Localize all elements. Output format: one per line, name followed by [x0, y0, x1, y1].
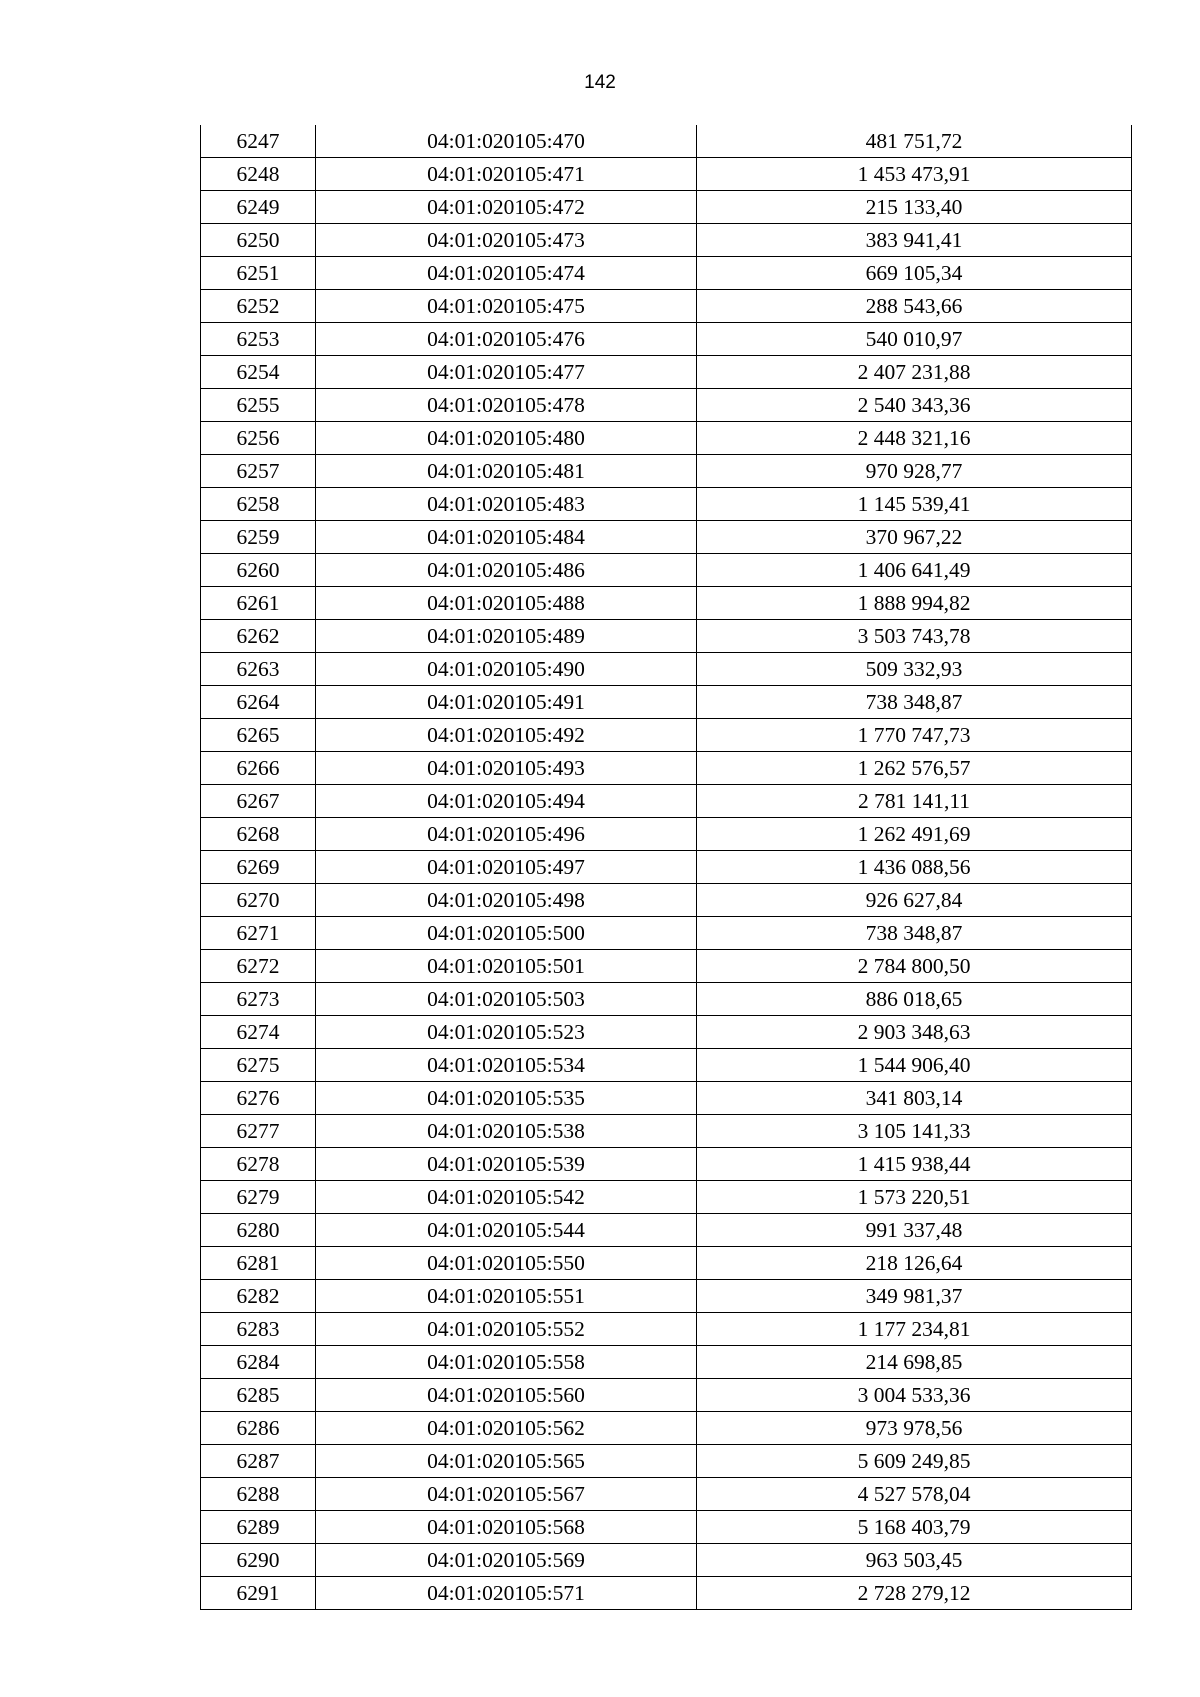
value-cell: 963 503,45 [697, 1544, 1132, 1577]
table-row [201, 620, 1132, 653]
table-row [201, 818, 1132, 851]
value-cell: 2 784 800,50 [697, 950, 1132, 983]
value-cell: 973 978,56 [697, 1412, 1132, 1445]
row-number-cell: 6252 [201, 290, 316, 323]
table-row [201, 224, 1132, 257]
row-number-cell: 6288 [201, 1478, 316, 1511]
cadastral-number-cell: 04:01:020105:498 [316, 884, 697, 917]
value-cell: 1 262 491,69 [697, 818, 1132, 851]
row-number-cell: 6264 [201, 686, 316, 719]
table-row [201, 1313, 1132, 1346]
row-number-cell: 6273 [201, 983, 316, 1016]
cadastral-number-cell: 04:01:020105:503 [316, 983, 697, 1016]
table-row [201, 191, 1132, 224]
table-row [201, 356, 1132, 389]
table-row [201, 1082, 1132, 1115]
row-number-cell: 6267 [201, 785, 316, 818]
row-number-cell: 6289 [201, 1511, 316, 1544]
value-cell: 738 348,87 [697, 686, 1132, 719]
table-row [201, 917, 1132, 950]
row-number-cell: 6282 [201, 1280, 316, 1313]
cadastral-number-cell: 04:01:020105:569 [316, 1544, 697, 1577]
cadastral-value-table [200, 125, 1132, 1610]
row-number-cell: 6268 [201, 818, 316, 851]
table-row [201, 653, 1132, 686]
value-cell: 1 262 576,57 [697, 752, 1132, 785]
table-row [201, 455, 1132, 488]
cadastral-number-cell: 04:01:020105:562 [316, 1412, 697, 1445]
row-number-cell: 6285 [201, 1379, 316, 1412]
row-number-cell: 6248 [201, 158, 316, 191]
cadastral-number-cell: 04:01:020105:560 [316, 1379, 697, 1412]
row-number-cell: 6269 [201, 851, 316, 884]
table-row [201, 752, 1132, 785]
cadastral-number-cell: 04:01:020105:491 [316, 686, 697, 719]
table-row [201, 1115, 1132, 1148]
cadastral-number-cell: 04:01:020105:523 [316, 1016, 697, 1049]
table-row [201, 884, 1132, 917]
cadastral-number-cell: 04:01:020105:492 [316, 719, 697, 752]
cadastral-number-cell: 04:01:020105:568 [316, 1511, 697, 1544]
table-row [201, 719, 1132, 752]
value-cell: 370 967,22 [697, 521, 1132, 554]
table-row [201, 1214, 1132, 1247]
value-cell: 288 543,66 [697, 290, 1132, 323]
cadastral-number-cell: 04:01:020105:500 [316, 917, 697, 950]
row-number-cell: 6281 [201, 1247, 316, 1280]
value-cell: 991 337,48 [697, 1214, 1132, 1247]
value-cell: 886 018,65 [697, 983, 1132, 1016]
row-number-cell: 6260 [201, 554, 316, 587]
row-number-cell: 6277 [201, 1115, 316, 1148]
value-cell: 2 540 343,36 [697, 389, 1132, 422]
cadastral-number-cell: 04:01:020105:544 [316, 1214, 697, 1247]
value-cell: 540 010,97 [697, 323, 1132, 356]
table-row [201, 125, 1132, 158]
cadastral-number-cell: 04:01:020105:489 [316, 620, 697, 653]
table-row [201, 554, 1132, 587]
row-number-cell: 6251 [201, 257, 316, 290]
row-number-cell: 6276 [201, 1082, 316, 1115]
row-number-cell: 6249 [201, 191, 316, 224]
row-number-cell: 6272 [201, 950, 316, 983]
value-cell: 1 453 473,91 [697, 158, 1132, 191]
cadastral-number-cell: 04:01:020105:565 [316, 1445, 697, 1478]
row-number-cell: 6265 [201, 719, 316, 752]
row-number-cell: 6257 [201, 455, 316, 488]
value-cell: 2 448 321,16 [697, 422, 1132, 455]
table-body [201, 125, 1132, 1610]
value-cell: 481 751,72 [697, 125, 1132, 158]
value-cell: 926 627,84 [697, 884, 1132, 917]
value-cell: 3 105 141,33 [697, 1115, 1132, 1148]
row-number-cell: 6291 [201, 1577, 316, 1610]
table-row [201, 1511, 1132, 1544]
cadastral-number-cell: 04:01:020105:551 [316, 1280, 697, 1313]
table-row [201, 1412, 1132, 1445]
table-row [201, 785, 1132, 818]
value-cell: 1 177 234,81 [697, 1313, 1132, 1346]
row-number-cell: 6254 [201, 356, 316, 389]
value-cell: 214 698,85 [697, 1346, 1132, 1379]
value-cell: 349 981,37 [697, 1280, 1132, 1313]
table-row [201, 983, 1132, 1016]
cadastral-number-cell: 04:01:020105:473 [316, 224, 697, 257]
row-number-cell: 6271 [201, 917, 316, 950]
table-row [201, 158, 1132, 191]
table-row [201, 1148, 1132, 1181]
value-cell: 341 803,14 [697, 1082, 1132, 1115]
cadastral-number-cell: 04:01:020105:483 [316, 488, 697, 521]
table-row [201, 521, 1132, 554]
row-number-cell: 6274 [201, 1016, 316, 1049]
cadastral-number-cell: 04:01:020105:567 [316, 1478, 697, 1511]
value-cell: 383 941,41 [697, 224, 1132, 257]
cadastral-number-cell: 04:01:020105:550 [316, 1247, 697, 1280]
cadastral-number-cell: 04:01:020105:484 [316, 521, 697, 554]
table-row [201, 686, 1132, 719]
row-number-cell: 6255 [201, 389, 316, 422]
table-row [201, 1445, 1132, 1478]
cadastral-number-cell: 04:01:020105:477 [316, 356, 697, 389]
table-row [201, 1544, 1132, 1577]
value-cell: 509 332,93 [697, 653, 1132, 686]
table-row [201, 1346, 1132, 1379]
value-cell: 5 168 403,79 [697, 1511, 1132, 1544]
table-row [201, 422, 1132, 455]
value-cell: 738 348,87 [697, 917, 1132, 950]
value-cell: 218 126,64 [697, 1247, 1132, 1280]
value-cell: 1 573 220,51 [697, 1181, 1132, 1214]
cadastral-number-cell: 04:01:020105:493 [316, 752, 697, 785]
cadastral-number-cell: 04:01:020105:497 [316, 851, 697, 884]
cadastral-number-cell: 04:01:020105:496 [316, 818, 697, 851]
row-number-cell: 6253 [201, 323, 316, 356]
cadastral-number-cell: 04:01:020105:558 [316, 1346, 697, 1379]
value-cell: 1 145 539,41 [697, 488, 1132, 521]
value-cell: 215 133,40 [697, 191, 1132, 224]
value-cell: 970 928,77 [697, 455, 1132, 488]
row-number-cell: 6256 [201, 422, 316, 455]
value-cell: 1 770 747,73 [697, 719, 1132, 752]
cadastral-number-cell: 04:01:020105:534 [316, 1049, 697, 1082]
table-row [201, 290, 1132, 323]
table-row [201, 1016, 1132, 1049]
row-number-cell: 6247 [201, 125, 316, 158]
row-number-cell: 6278 [201, 1148, 316, 1181]
value-cell: 2 728 279,12 [697, 1577, 1132, 1610]
row-number-cell: 6290 [201, 1544, 316, 1577]
cadastral-number-cell: 04:01:020105:542 [316, 1181, 697, 1214]
table-row [201, 851, 1132, 884]
table-row [201, 1577, 1132, 1610]
value-cell: 2 407 231,88 [697, 356, 1132, 389]
cadastral-number-cell: 04:01:020105:552 [316, 1313, 697, 1346]
cadastral-number-cell: 04:01:020105:486 [316, 554, 697, 587]
value-cell: 669 105,34 [697, 257, 1132, 290]
row-number-cell: 6266 [201, 752, 316, 785]
cadastral-number-cell: 04:01:020105:490 [316, 653, 697, 686]
table-row [201, 1280, 1132, 1313]
row-number-cell: 6279 [201, 1181, 316, 1214]
cadastral-number-cell: 04:01:020105:494 [316, 785, 697, 818]
row-number-cell: 6284 [201, 1346, 316, 1379]
row-number-cell: 6280 [201, 1214, 316, 1247]
cadastral-number-cell: 04:01:020105:488 [316, 587, 697, 620]
table-row [201, 488, 1132, 521]
table-row [201, 257, 1132, 290]
row-number-cell: 6270 [201, 884, 316, 917]
table-row [201, 1379, 1132, 1412]
table-row [201, 1247, 1132, 1280]
row-number-cell: 6250 [201, 224, 316, 257]
cadastral-number-cell: 04:01:020105:478 [316, 389, 697, 422]
value-cell: 3 503 743,78 [697, 620, 1132, 653]
cadastral-number-cell: 04:01:020105:472 [316, 191, 697, 224]
value-cell: 2 781 141,11 [697, 785, 1132, 818]
value-cell: 1 888 994,82 [697, 587, 1132, 620]
table-row [201, 1049, 1132, 1082]
cadastral-number-cell: 04:01:020105:481 [316, 455, 697, 488]
cadastral-number-cell: 04:01:020105:480 [316, 422, 697, 455]
cadastral-number-cell: 04:01:020105:476 [316, 323, 697, 356]
cadastral-number-cell: 04:01:020105:538 [316, 1115, 697, 1148]
value-cell: 2 903 348,63 [697, 1016, 1132, 1049]
value-cell: 1 544 906,40 [697, 1049, 1132, 1082]
cadastral-number-cell: 04:01:020105:474 [316, 257, 697, 290]
row-number-cell: 6286 [201, 1412, 316, 1445]
table-row [201, 389, 1132, 422]
row-number-cell: 6261 [201, 587, 316, 620]
table-row [201, 950, 1132, 983]
value-cell: 4 527 578,04 [697, 1478, 1132, 1511]
cadastral-number-cell: 04:01:020105:535 [316, 1082, 697, 1115]
value-cell: 1 436 088,56 [697, 851, 1132, 884]
row-number-cell: 6263 [201, 653, 316, 686]
cadastral-number-cell: 04:01:020105:470 [316, 125, 697, 158]
value-cell: 1 406 641,49 [697, 554, 1132, 587]
value-cell: 3 004 533,36 [697, 1379, 1132, 1412]
table-row [201, 323, 1132, 356]
value-cell: 1 415 938,44 [697, 1148, 1132, 1181]
cadastral-number-cell: 04:01:020105:471 [316, 158, 697, 191]
page-number: 142 [584, 72, 616, 93]
cadastral-number-cell: 04:01:020105:571 [316, 1577, 697, 1610]
table-row [201, 1478, 1132, 1511]
row-number-cell: 6259 [201, 521, 316, 554]
row-number-cell: 6275 [201, 1049, 316, 1082]
table-row [201, 1181, 1132, 1214]
row-number-cell: 6283 [201, 1313, 316, 1346]
table-row [201, 587, 1132, 620]
cadastral-number-cell: 04:01:020105:539 [316, 1148, 697, 1181]
cadastral-number-cell: 04:01:020105:475 [316, 290, 697, 323]
value-cell: 5 609 249,85 [697, 1445, 1132, 1478]
row-number-cell: 6287 [201, 1445, 316, 1478]
cadastral-number-cell: 04:01:020105:501 [316, 950, 697, 983]
row-number-cell: 6258 [201, 488, 316, 521]
row-number-cell: 6262 [201, 620, 316, 653]
